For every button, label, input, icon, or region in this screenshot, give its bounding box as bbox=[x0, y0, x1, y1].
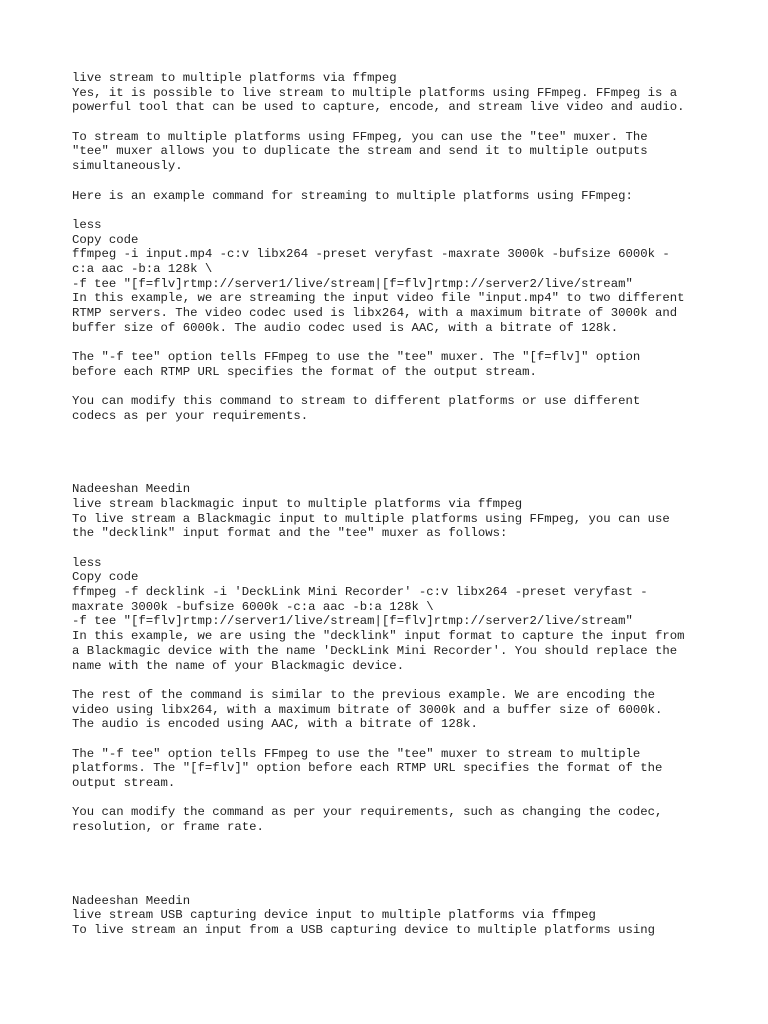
text-line: output stream. bbox=[72, 776, 176, 790]
blank-line bbox=[72, 203, 712, 218]
text-line: platforms. The "[f=flv]" option before each RTMP URL specifies the format of the bbox=[72, 761, 663, 776]
text-line: name with the name of your Blackmagic device. bbox=[72, 658, 405, 673]
text-line: The "-f tee" option tells FFmpeg to use the "tee" muxer. The "[f=flv]" option bbox=[72, 350, 641, 365]
text-line: Here is an example command for streaming to multiple platforms using FFmpeg: bbox=[72, 188, 633, 203]
text-line: live stream to multiple platforms via ffmpeg bbox=[72, 71, 397, 85]
text-line: powerful tool that can be used to capture, encode, and stream live video and audio. bbox=[72, 100, 685, 115]
text-line: Yes, it is possible to live stream to multiple platforms using FFmpeg. FFmpeg is a bbox=[72, 85, 678, 100]
text-line: buffer size of 6000k. The audio codec used is AAC, with a bitrate of 128k. bbox=[72, 320, 619, 335]
blank-line bbox=[72, 541, 712, 556]
text-line: live stream USB capturing device input to multiple platforms via ffmpeg bbox=[72, 908, 596, 923]
text-line: a Blackmagic device with the name 'DeckLink Mini Recorder'. You should replace the bbox=[72, 643, 678, 658]
blank-line bbox=[72, 849, 712, 864]
text-line: The audio is encoded using AAC, with a bitrate of 128k. bbox=[72, 717, 478, 732]
text-line: To live stream a Blackmagic input to multiple platforms using FFmpeg, you can use bbox=[72, 511, 670, 526]
text-line: less bbox=[72, 555, 102, 570]
text-line: ffmpeg -f decklink -i 'DeckLink Mini Recorder' -c:v libx264 -preset veryfast - bbox=[72, 585, 648, 600]
blank-line bbox=[72, 673, 712, 688]
text-line: In this example, we are using the "decklink" input format to capture the input from bbox=[72, 629, 685, 644]
text-line: before each RTMP URL specifies the format of the output stream. bbox=[72, 364, 537, 379]
blank-line bbox=[72, 379, 712, 394]
text-line: To stream to multiple platforms using FFmpeg, you can use the "tee" muxer. The bbox=[72, 129, 648, 144]
text-line: "tee" muxer allows you to duplicate the stream and send it to multiple outputs bbox=[72, 144, 648, 159]
text-line: Nadeeshan Meedin bbox=[72, 482, 191, 497]
text-line: less bbox=[72, 217, 102, 232]
text-line: codecs as per your requirements. bbox=[72, 408, 309, 423]
text-line: Copy code bbox=[72, 232, 139, 247]
text-line: The "-f tee" option tells FFmpeg to use the "tee" muxer to stream to multiple bbox=[72, 746, 641, 761]
blank-line bbox=[72, 438, 712, 453]
text-line: You can modify this command to stream to different platforms or use different bbox=[72, 394, 641, 409]
text-line: resolution, or frame rate. bbox=[72, 820, 264, 835]
text-line: The rest of the command is similar to the previous example. We are encoding the bbox=[72, 687, 655, 702]
text-line: maxrate 3000k -bufsize 6000k -c:a aac -b:a 128k \ bbox=[72, 599, 434, 614]
text-line: Nadeeshan Meedin bbox=[72, 893, 191, 908]
text-line: -f tee "[f=flv]rtmp://server1/live/stream|[f=flv]rtmp://server2/live/stream" bbox=[72, 614, 633, 629]
text-line: the "decklink" input format and the "tee" muxer as follows: bbox=[72, 526, 508, 541]
blank-line bbox=[72, 864, 712, 879]
text-line: RTMP servers. The video codec used is libx264, with a maximum bitrate of 3000k and bbox=[72, 306, 678, 320]
blank-line bbox=[72, 335, 712, 350]
text-line: To live stream an input from a USB capturing device to multiple platforms using bbox=[72, 922, 655, 937]
blank-line bbox=[72, 424, 712, 439]
blank-line bbox=[72, 115, 712, 130]
document-page bbox=[72, 71, 712, 938]
blank-line bbox=[72, 879, 712, 894]
blank-line bbox=[72, 835, 712, 850]
text-line: live stream blackmagic input to multiple platforms via ffmpeg bbox=[72, 496, 523, 511]
text-line: In this example, we are streaming the input video file "input.mp4" to two different bbox=[72, 291, 685, 306]
blank-line bbox=[72, 468, 712, 483]
text-line: video using libx264, with a maximum bitrate of 3000k and a buffer size of 6000k. bbox=[72, 702, 663, 717]
text-line: ffmpeg -i input.mp4 -c:v libx264 -preset veryfast -maxrate 3000k -bufsize 6000k - bbox=[72, 247, 670, 262]
text-line: c:a aac -b:a 128k \ bbox=[72, 261, 213, 276]
blank-line bbox=[72, 453, 712, 468]
blank-line bbox=[72, 732, 712, 747]
text-line: Copy code bbox=[72, 570, 139, 585]
blank-line bbox=[72, 174, 712, 189]
text-line: You can modify the command as per your requirements, such as changing the codec, bbox=[72, 805, 663, 820]
blank-line bbox=[72, 791, 712, 806]
text-line: -f tee "[f=flv]rtmp://server1/live/stream|[f=flv]rtmp://server2/live/stream" bbox=[72, 276, 633, 291]
text-line: simultaneously. bbox=[72, 159, 183, 174]
